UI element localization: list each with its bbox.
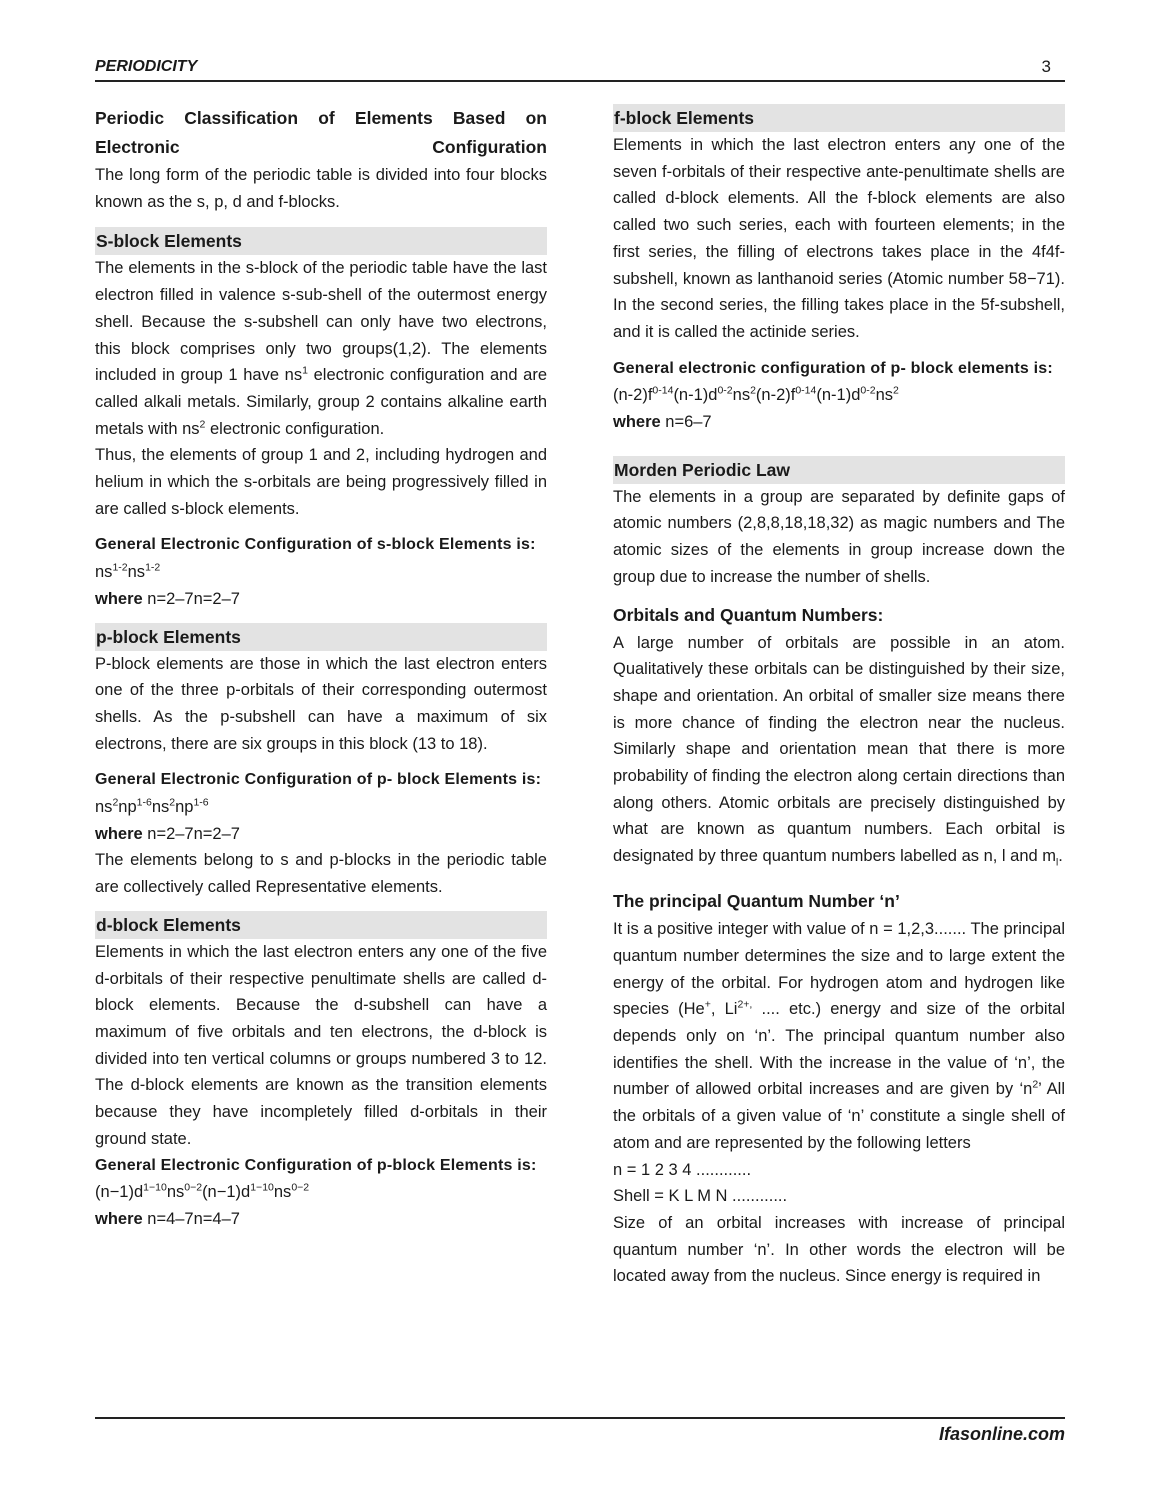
- f-block-section: [613, 104, 1065, 436]
- orbitals-paragraph: A large number of orbitals are possible in an atom. Qualitatively these orbitals can be distinguished by their size, shape and orientation. An orbital of smaller size means there is more chance of finding the electron near the nucleus. Similarly shape and orientation mean that there is more probability of finding the electron along certain directions than along others. Atomic orbitals are precisely distinguished by what are known as quantum numbers. Each orbital is designated by three quantum numbers labelled as n, l and $m_l$.: [613, 633, 1065, 869]
- n-values-line: n = 1 2 3 4 ............: [613, 1160, 752, 1179]
- s-block-config-heading: General Electronic Configuration of s-block Elements is:: [95, 536, 536, 554]
- p-block-section: [95, 623, 547, 901]
- f-block-heading: f-block Elements: [613, 104, 1065, 132]
- periodic-law-paragraph: The elements in a group are separated by definite gaps of atomic numbers (2,8,8,18,18,32) as magic numbers and The atomic sizes of the elements in group increase down the group due to increase the number of shells.: [613, 487, 1065, 586]
- principal-heading: The principal Quantum Number ‘n’: [613, 891, 900, 912]
- p-block-formula: $ns^2np^{1-6}ns^2np^{1-6}$: [95, 796, 209, 817]
- s-block-where: where n=2–7n=2–7: [95, 589, 240, 608]
- right-column: [613, 104, 1065, 1290]
- page-header: [95, 56, 1065, 82]
- d-block-section: [95, 911, 547, 1233]
- left-column: [95, 104, 547, 1233]
- s-block-paragraph-2: Thus, the elements of group 1 and 2, including hydrogen and helium in which the s-orbitals are being progressively filled in are called s-block elements.: [95, 446, 547, 518]
- s-block-formula: $ns^{1-2}ns^{1-2}$: [95, 561, 161, 582]
- principal-paragraph: It is a positive integer with value of n = 1,2,3....... The principal quantum number determines the size and to large extent the energy of the orbital. For hydrogen atom and hydrogen like species (He+, $Li^{2+,}$ .... etc.) energy and size of the orbital depends only on ‘n’. The principal quantum number also identifies the shell. With the increase in the value of ‘n’, the number of allowed orbital increases and are given by ‘$n^2$’ All the orbitals of a given value of ‘n’ constitute a single shell of atom and are represented by the following letters: [613, 920, 1066, 1152]
- intro-heading: Periodic Classification of Elements Based on Electronic Configuration: [95, 108, 547, 157]
- f-block-formula: $(n-2)f^{0-14}(n-1)d^{0-2}ns^2(n-2)f^{0-14}(n-1)d^{0-2}ns^2$: [613, 384, 899, 405]
- f-block-config-heading: General electronic configuration of p- block elements is:: [613, 359, 1053, 377]
- d-block-formula: $(n-1)d^{1-10}ns^{0-2}(n-1)d^{1-10}ns^{0-2}$: [95, 1181, 310, 1202]
- s-block-heading: S-block Elements: [95, 227, 547, 255]
- intro-paragraph: The long form of the periodic table is divided into four blocks known as the s, p, d and f-blocks.: [95, 166, 547, 211]
- orbitals-heading: Orbitals and Quantum Numbers:: [613, 604, 884, 625]
- d-block-config-heading: General Electronic Configuration of p-block Elements is:: [95, 1156, 537, 1174]
- footer-site: Ifasonline.com: [938, 1424, 1065, 1444]
- shell-letters-line: Shell = K L M N ............: [613, 1187, 788, 1206]
- d-block-heading: d-block Elements: [95, 911, 547, 939]
- running-title: PERIODICITY: [95, 58, 198, 75]
- f-block-where: where n=6–7: [613, 413, 712, 432]
- p-block-config-heading: General Electronic Configuration of p- block Elements is:: [95, 771, 542, 789]
- p-block-heading: p-block Elements: [95, 623, 547, 651]
- p-block-paragraph: P-block elements are those in which the last electron enters one of the three p-orbitals of their corresponding outermost shells. As the p-subshell can have a maximum of six electrons, there are six groups in this block (13 to 18).: [95, 654, 547, 753]
- principal-section: [613, 887, 1065, 1290]
- s-block-section: [95, 227, 547, 612]
- p-block-where: where n=2–7n=2–7: [95, 824, 240, 843]
- orbital-size-paragraph: Size of an orbital increases with increase of principal quantum number ‘n’. In other words the electron will be located away from the nucleus. Since energy is required in: [613, 1213, 1065, 1286]
- representative-paragraph: The elements belong to s and p-blocks in the periodic table are collectively called Representative elements.: [95, 851, 547, 897]
- periodic-law-heading: Morden Periodic Law: [613, 456, 1065, 484]
- orbitals-section: [613, 601, 1065, 878]
- footer-rule: [95, 1417, 1065, 1419]
- d-block-where: where n=4–7n=4–7: [95, 1209, 240, 1228]
- periodic-law-section: [613, 456, 1065, 591]
- page-number: 3: [1041, 57, 1051, 76]
- f-block-paragraph: Elements in which the last electron enters any one of the seven f-orbitals of their respective ante-penultimate shells are called d-block elements. All the f-block elements are also called two such series, each with fourteen elements; in the first series, the filling of electrons takes place in the 4f4f-subshell, known as lanthanoid series (Atomic number 58−71). In the second series, the filling takes place in the 5f-subshell, and it is called the actinide series.: [613, 136, 1065, 341]
- s-block-paragraph: The elements in the s-block of the periodic table have the last electron filled in valence s-sub-shell of the outermost energy shell. Because the s-subshell can only have two electrons, this block comprises only two groups(1,2). The elements included in group 1 have $ns^1$ electronic configuration and are called alkali metals. Similarly, group 2 contains alkaline earth metals with $ns^2$ electronic configuration.: [95, 259, 548, 438]
- d-block-paragraph: Elements in which the last electron enters any one of the five d-orbitals of their respective penultimate shells are called d-block elements. Because the d-subshell can have a maximum of five orbitals and ten electrons, the d-block is divided into ten vertical columns or groups numbered 3 to 12. The d-block elements are known as the transition elements because they have incompletely filled d-orbitals in their ground state.: [95, 942, 547, 1148]
